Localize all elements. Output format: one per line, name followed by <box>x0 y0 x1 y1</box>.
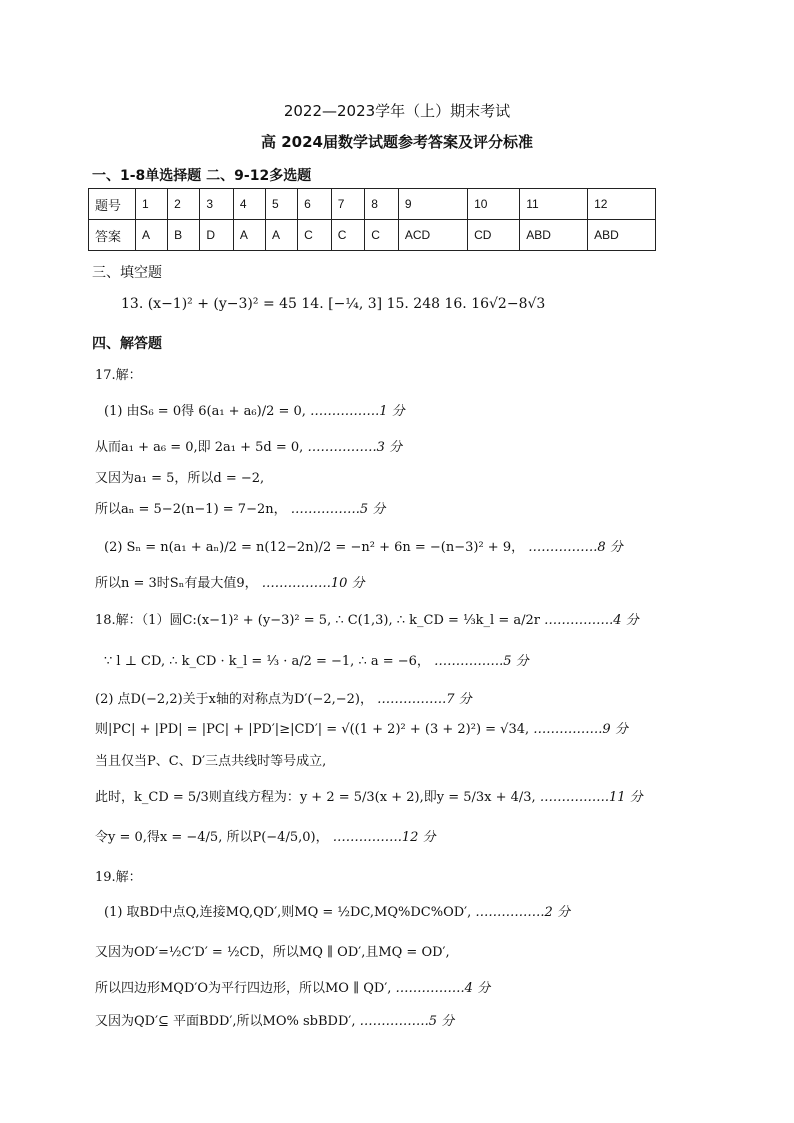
line-text: 此时，k_CD = 5/3则直线方程为：y + 2 = 5/3(x + 2),即y = 5/3x + 4/3, <box>95 790 536 805</box>
table-cell: ABD <box>588 220 656 251</box>
solution-line <box>95 977 490 996</box>
table-cell: 12 <box>588 189 656 220</box>
table-cell: C <box>365 220 399 251</box>
score-mark: …………….4 分 <box>544 613 639 628</box>
score-mark: …………….4 分 <box>395 981 491 996</box>
score-mark: …………….11 分 <box>539 790 643 805</box>
table-cell: CD <box>468 220 520 251</box>
table-cell: 9 <box>398 189 467 220</box>
table-cell: D <box>200 220 234 251</box>
score-mark: …………….5 分 <box>434 654 529 669</box>
solution-line: 19.解： <box>95 870 142 885</box>
line-text: 所以四边形MQD′O为平行四边形，所以MO ∥ QD′, <box>95 981 392 996</box>
table-cell: A <box>233 220 265 251</box>
solution-line: 又因为OD′=½C′D′ = ½CD，所以MQ ∥ OD′,且MQ = OD′, <box>95 945 450 960</box>
answer-table <box>88 188 656 251</box>
section-choice-heading: 一、1-8单选择题 二、9-12多选题 <box>92 168 312 184</box>
table-cell: 题号 <box>89 189 136 220</box>
solution-line <box>95 786 643 805</box>
table-cell: C <box>298 220 332 251</box>
score-mark: …………….7 分 <box>377 692 472 707</box>
table-row-answers <box>89 220 656 251</box>
solution-line <box>95 609 639 628</box>
solution-line <box>95 688 472 707</box>
solution-line <box>104 536 623 555</box>
table-cell: 4 <box>233 189 265 220</box>
solution-line <box>104 901 570 920</box>
table-cell: 11 <box>520 189 588 220</box>
line-text: (2) 点D(−2,2)关于x轴的对称点为D′(−2,−2)， <box>95 692 373 707</box>
table-cell: 答案 <box>89 220 136 251</box>
solution-line: 当且仅当P、C、D′三点共线时等号成立, <box>95 754 327 769</box>
score-mark: …………….5 分 <box>290 502 386 517</box>
table-cell: A <box>136 220 168 251</box>
solution-line <box>95 718 628 737</box>
table-cell: B <box>168 220 200 251</box>
document-subtitle: 高 2024届数学试题参考答案及评分标准 <box>261 133 533 151</box>
table-row-question-numbers <box>89 189 656 220</box>
score-mark: …………….5 分 <box>359 1014 455 1029</box>
score-mark: …………….1 分 <box>310 404 405 419</box>
line-text: (2) Sₙ = n(a₁ + aₙ)/2 = n(12−2n)/2 = −n² + 6n = −(n−3)² + 9， <box>104 540 525 555</box>
table-cell: 2 <box>168 189 200 220</box>
solution-line <box>95 1010 454 1029</box>
solution-line: 又因为a₁ = 5，所以d = −2, <box>95 471 265 486</box>
table-cell: 1 <box>136 189 168 220</box>
solution-line <box>95 498 385 517</box>
table-cell: 3 <box>200 189 234 220</box>
line-text: ∵ l ⊥ CD, ∴ k_CD · k_l = ⅓ · a/2 = −1, ∴ a = −6， <box>104 654 430 669</box>
line-text: 18.解：（1）圆C:(x−1)² + (y−3)² = 5, ∴ C(1,3), ∴ k_CD = ⅓k_l = a/2r <box>95 613 540 628</box>
solution-line: 17.解： <box>95 368 142 383</box>
document-title: 2022—2023学年（上）期末考试 <box>283 102 511 120</box>
line-text: (1) 由S₆ = 0得 6(a₁ + a₆)/2 = 0, <box>104 404 306 419</box>
line-text: 从而a₁ + a₆ = 0,即 2a₁ + 5d = 0, <box>95 440 304 455</box>
line-text: 所以aₙ = 5−2(n−1) = 7−2n， <box>95 502 287 517</box>
solution-line <box>95 436 402 455</box>
solution-line <box>95 826 436 845</box>
table-cell: 6 <box>298 189 332 220</box>
fill-in-answers: 13. (x−1)² + (y−3)² = 45 14. [−¼, 3] 15. 248 16. 16√2−8√3 <box>121 296 546 312</box>
table-cell: C <box>331 220 365 251</box>
table-cell: 5 <box>266 189 298 220</box>
line-text: 则|PC| + |PD| = |PC| + |PD′|≥|CD′| = √((1 + 2)² + (3 + 2)²) = √34, <box>95 722 530 737</box>
line-text: 所以n = 3时Sₙ有最大值9， <box>95 576 258 591</box>
section-solution-heading: 四、解答题 <box>92 336 162 352</box>
score-mark: …………….3 分 <box>307 440 403 455</box>
solution-line <box>104 650 529 669</box>
line-text: 令y = 0,得x = −4/5, 所以P(−4/5,0)， <box>95 830 329 845</box>
score-mark: …………….2 分 <box>475 905 570 920</box>
solution-line <box>104 400 405 419</box>
table-cell: A <box>266 220 298 251</box>
score-mark: …………….9 分 <box>533 722 628 737</box>
solution-line <box>95 572 365 591</box>
table-cell: 8 <box>365 189 399 220</box>
table-cell: ABD <box>520 220 588 251</box>
score-mark: …………….8 分 <box>528 540 623 555</box>
score-mark: …………….12 分 <box>332 830 436 845</box>
section-fill-heading: 三、填空题 <box>92 265 162 281</box>
table-cell: ACD <box>398 220 467 251</box>
line-text: 又因为QD′⊆ 平面BDD′,所以MO% sbBDD′, <box>95 1014 356 1029</box>
line-text: (1) 取BD中点Q,连接MQ,QD′,则MQ = ½DC,MQ%DC%OD′, <box>104 905 472 920</box>
score-mark: …………….10 分 <box>261 576 365 591</box>
table-cell: 7 <box>331 189 365 220</box>
table-cell: 10 <box>468 189 520 220</box>
